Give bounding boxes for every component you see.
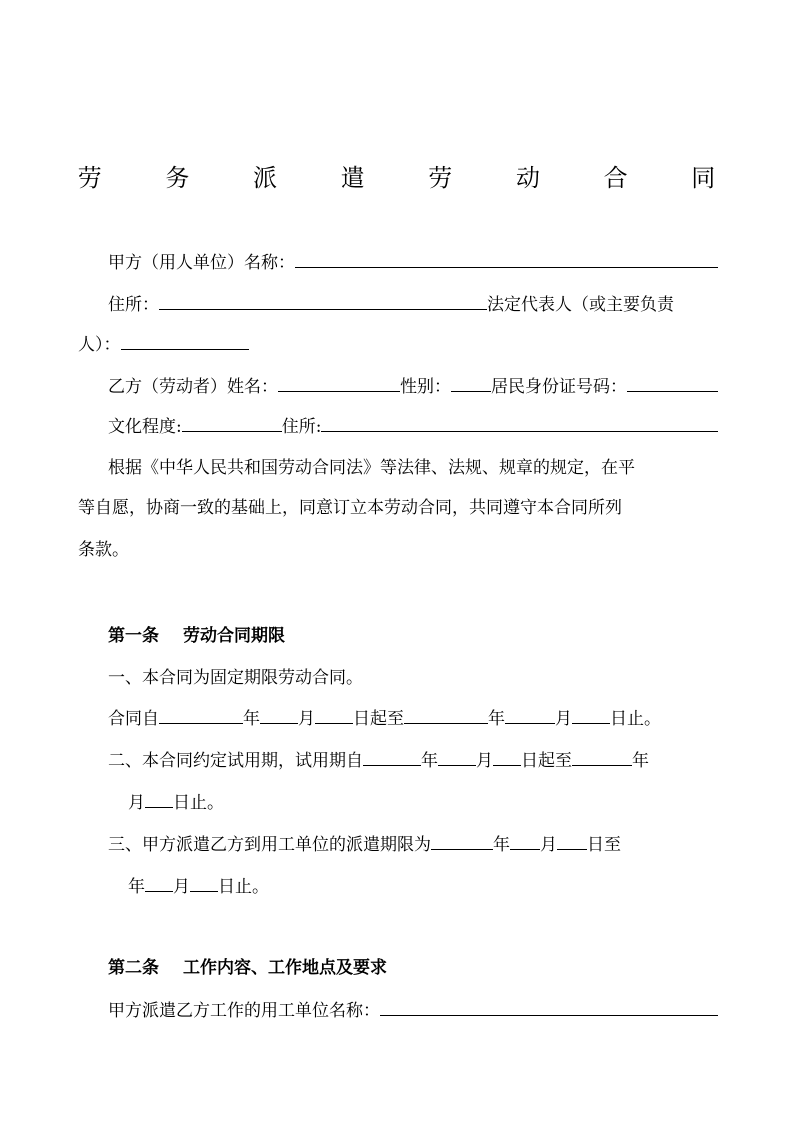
probation-year-label: 年: [421, 751, 438, 771]
dispatch-year2-label: 年: [128, 877, 145, 897]
term-day-to-label: 日止。: [610, 709, 661, 729]
dispatch-end-day-blank[interactable]: [190, 872, 218, 892]
term-month2-label: 月: [555, 709, 572, 729]
party-a-name-blank[interactable]: [295, 248, 718, 268]
party-a-name-line: [108, 248, 718, 276]
article-1-title: 劳动合同期限: [183, 626, 285, 646]
term-end-month-blank[interactable]: [505, 704, 555, 724]
probation-start-day-blank[interactable]: [493, 746, 521, 766]
preamble-text-1: 根据《中华人民共和国劳动合同法》等法律、法规、规章的规定，在平: [108, 458, 635, 478]
employer-name-line: [108, 996, 718, 1024]
party-a-address-line: [108, 290, 718, 318]
term-day-from-label: 日起至: [353, 709, 404, 729]
party-a-rep-label-cont: 人）：: [78, 335, 121, 355]
party-b-name-blank[interactable]: [278, 372, 400, 392]
article-2-title: 工作内容、工作地点及要求: [183, 958, 387, 978]
term-end-year-blank[interactable]: [404, 704, 488, 724]
contract-term-line: [108, 704, 718, 732]
employer-name-label: 甲方派遣乙方工作的用工单位名称：: [108, 1001, 380, 1021]
party-a-name-label: 甲方（用人单位）名称：: [108, 253, 295, 273]
dispatch-start-month-blank[interactable]: [510, 830, 540, 850]
dispatch-start-year-blank[interactable]: [431, 830, 493, 850]
dispatch-line-cont: [128, 872, 718, 900]
dispatch-line: [108, 830, 718, 858]
dispatch-year-label: 年: [493, 835, 510, 855]
article-1-clause-1-text: 一、本合同为固定期限劳动合同。: [108, 668, 363, 688]
party-b-education-label: 文化程度:: [108, 417, 182, 437]
probation-day-to-label: 日止。: [173, 793, 224, 813]
term-year2-label: 年: [488, 709, 505, 729]
party-a-address-blank[interactable]: [159, 290, 487, 310]
article-1-clause-1: [108, 664, 718, 692]
term-end-day-blank[interactable]: [572, 704, 610, 724]
party-b-address-blank[interactable]: [321, 412, 718, 432]
party-b-address-label: 住所:: [281, 417, 322, 437]
probation-end-year-blank[interactable]: [572, 746, 632, 766]
party-a-address-label: 住所：: [108, 295, 159, 315]
probation-text: 二、本合同约定试用期，试用期自: [108, 751, 363, 771]
term-start-day-blank[interactable]: [315, 704, 353, 724]
party-a-rep-line: [78, 330, 718, 358]
party-b-education-blank[interactable]: [182, 412, 282, 432]
employer-name-blank[interactable]: [380, 996, 718, 1016]
dispatch-day-from-label: 日至: [587, 835, 621, 855]
dispatch-text: 三、甲方派遣乙方到用工单位的派遣期限为: [108, 835, 431, 855]
preamble-line-2: [78, 494, 718, 522]
party-a-rep-label: 法定代表人（或主要负责: [487, 295, 674, 315]
probation-month2-label: 月: [128, 793, 145, 813]
dispatch-day-to-label: 日止。: [218, 877, 269, 897]
dispatch-month-label: 月: [540, 835, 557, 855]
probation-month-label: 月: [476, 751, 493, 771]
party-b-id-label: 居民身份证号码：: [491, 377, 627, 397]
party-b-name-line: [108, 372, 718, 400]
dispatch-month2-label: 月: [173, 877, 190, 897]
probation-line: [108, 746, 718, 774]
party-a-rep-blank[interactable]: [121, 330, 249, 350]
probation-day-from-label: 日起至: [521, 751, 572, 771]
term-month-label: 月: [298, 709, 315, 729]
probation-end-day-blank[interactable]: [145, 788, 173, 808]
preamble-line-1: [108, 454, 718, 482]
party-b-name-label: 乙方（劳动者）姓名：: [108, 377, 278, 397]
term-start-month-blank[interactable]: [260, 704, 298, 724]
probation-year2-label: 年: [632, 751, 649, 771]
party-b-education-line: [108, 412, 718, 440]
probation-start-month-blank[interactable]: [438, 746, 476, 766]
term-year-label: 年: [243, 709, 260, 729]
term-start-year-blank[interactable]: [159, 704, 243, 724]
document-title: 劳 务 派 遣 劳 动 合 同: [77, 164, 744, 192]
party-b-gender-label: 性别：: [400, 377, 451, 397]
dispatch-end-month-blank[interactable]: [145, 872, 173, 892]
article-2-heading: [108, 954, 718, 982]
party-b-gender-blank[interactable]: [451, 372, 491, 392]
preamble-text-3: 条款。: [78, 540, 129, 560]
article-1-number: 第一条: [108, 626, 159, 646]
article-1-heading: [108, 622, 718, 650]
party-b-id-blank[interactable]: [627, 372, 718, 392]
preamble-line-3: [78, 536, 718, 564]
probation-line-cont: [128, 788, 718, 816]
probation-start-year-blank[interactable]: [363, 746, 421, 766]
term-from-label: 合同自: [108, 709, 159, 729]
dispatch-start-day-blank[interactable]: [557, 830, 587, 850]
article-2-number: 第二条: [108, 958, 159, 978]
preamble-text-2: 等自愿，协商一致的基础上，同意订立本劳动合同，共同遵守本合同所列: [78, 498, 622, 518]
